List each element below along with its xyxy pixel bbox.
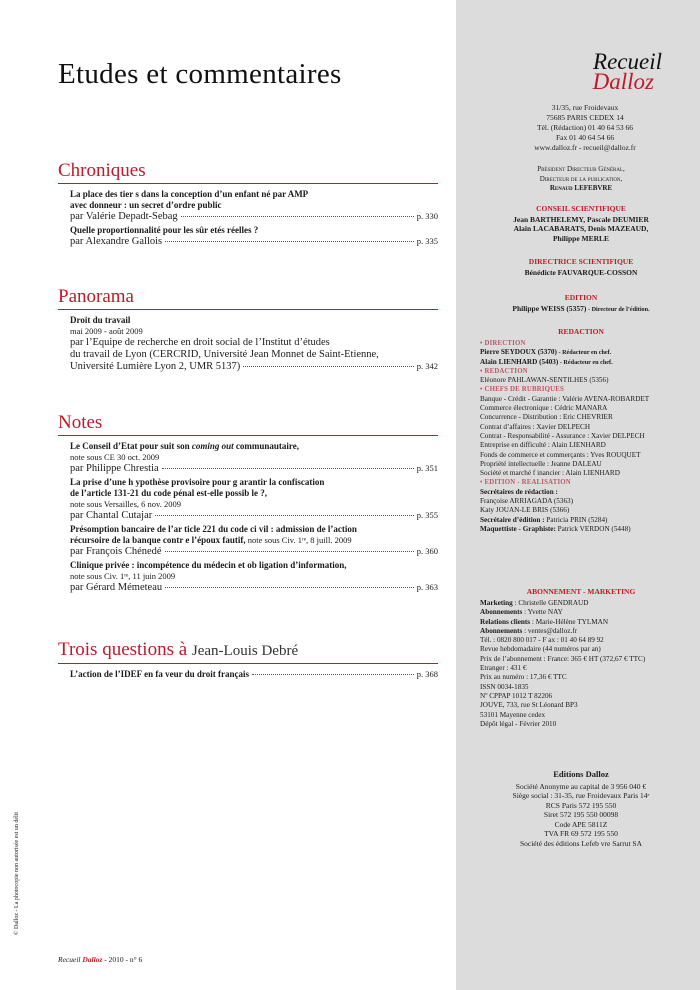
section-heading: Notes [58,412,438,436]
section-trois-questions [58,639,438,680]
president-block: Président Directeur Général, Directeur de la publication, Renaud LEFEBVRE [537,165,625,192]
entry-note: note sous CE 30 oct. 2009 [70,452,160,462]
edition-block: EDITION Philippe WEISS (5357) - Directeur de l’édition. [512,293,650,313]
entry-page: p. 351 [416,463,438,473]
conseil-scientifique: CONSEIL SCIENTIFIQUE Jean BARTHELEMY, Pascale DEUMIER Alain LACABARATS, Denis MAZEAUD, Philippe MERLE [513,204,649,243]
toc-entry[interactable] [58,669,438,680]
entry-note: note sous Versailles, 6 nov. 2009 [70,499,181,509]
leader-dots [252,674,414,675]
section-panorama [58,286,438,373]
entry-page: p. 330 [416,211,438,221]
leader-dots [155,515,414,516]
entry-page: p. 342 [416,361,438,371]
toc-entry[interactable] [58,225,438,248]
section-heading: Trois questions à Jean-Louis Debré [58,639,438,664]
entry-title-cont: récursoire de la banque contr e l’époux fautif, note sous Civ. 1ʳᵉ, 8 juill. 2009 [70,535,352,545]
leader-dots [243,366,413,367]
entry-author: par Philippe Chrestia [70,463,159,474]
entry-page: p. 360 [416,546,438,556]
recueil-dalloz-logo: Recueil Dalloz [592,49,662,94]
entry-note: note sous Civ. 1ʳᵉ, 11 juin 2009 [70,571,176,581]
entry-title: Présomption bancaire de l’ar ticle 221 du code ci vil : admission de l’action [70,524,357,534]
entry-author: par Valérie Depadt-Sebag [70,211,178,222]
page-title: Etudes et commentaires [58,58,342,90]
redaction-heading: REDACTION [558,327,604,336]
toc-entry[interactable] [58,189,438,223]
directrice-scientifique: DIRECTRICE SCIENTIFIQUE Bénédicte FAUVARQUE-COSSON [524,257,638,277]
entry-title: Quelle proportionnalité pour les sûr etés réelles ? [70,225,259,235]
entry-author: par Chantal Cutajar [70,510,153,521]
redaction-list: • DIRECTION Pierre SEYDOUX (5370) - Rédacteur en chef. Alain LIENHARD (5403) - Rédacteur en chef. • REDACTION Eléonore PAHLAWAN-SENTILHES (5356) • CHEFS DE RUBRIQUES Banque - Crédit - Garantie : Valérie AVENA-ROBARDET Commerce électronique : Cédric MANARA Concurrence - Distribution : Eric CHEVRIER Contrat d’affaires : Xavier DELPECH Contrat - Responsabilité - Assurance : Xavier DELPECH Entreprise en difficulté : Alain LIENHARD Fonds de commerce et commerçants : Yves ROUQUET Propriété intellectuelle : Jeanne DALEAU Société et marché f inancier : Alain LIENHARD • EDITION - REALISATION Secrétaires de rédaction : Françoise ARRIAGADA (5363) Katy JOUAN-LE BRIS (5366) Secrétaire d’édition : Patricia PRIN (5284) Maquettiste - Graphiste: Patrick VERDON (5448) [480,340,650,533]
abonnement-list: Marketing : Christelle GENDRAUD Abonnements : Yvette NAY Relations clients : Marie-Hélène TYLMAN Abonnements : ventes@dalloz.fr Tél. : 0820 800 017 - F ax : 01 40 64 89 92 Revue hebdomadaire (44 numéros par an) Prix de l’abonnement : France: 365 € HT (372,67 € TTC) Etranger : 431 € Prix au numéro : 17,36 € TTC ISSN 0034-1835 Nº CPPAP 1012 T 82206 JOUVE, 733, rue St Léonard BP3 53101 Mayenne cedex Dépôt légal - Février 2010 [480,599,646,728]
leader-dots [165,587,414,588]
entry-title: L’action de l’IDEF en fa veur du droit français [70,669,250,679]
entry-author: par l’Equipe de recherche en droit social de l’Institut d’études [70,337,330,348]
entry-title: Le Conseil d’Etat pour suit son coming out communautaire, [70,441,299,451]
toc-entry[interactable] [58,524,438,558]
entry-title: Clinique privée : incompétence du médecin et ob ligation d’information, [70,560,347,570]
entry-title: Droit du travail [70,315,131,325]
leader-dots [162,468,414,469]
publisher-address: 31/35, rue Froidevaux 75685 PARIS CEDEX 14 Tél. (Rédaction) 01 40 64 53 66 Fax 01 40 64 54 66 www.dalloz.fr - recueil@dalloz.fr [534,103,636,152]
entry-author: par Alexandre Gallois [70,236,163,247]
toc-entry[interactable] [58,560,438,594]
leader-dots [165,241,414,242]
section-chroniques [58,160,438,248]
entry-page: p. 368 [416,669,438,679]
entry-page: p. 363 [416,582,438,592]
entry-author-cont: du travail de Lyon (CERCRID, Université Jean Monnet de Saint-Etienne, [70,349,379,360]
toc-entry[interactable] [58,441,438,475]
entry-title: La place des tier s dans la conception d’un enfant né par AMP [70,189,309,199]
section-notes [58,412,438,594]
page-footer: Recueil Dalloz - 2010 - n° 6 [58,955,143,964]
copyright-note: © Dalloz - La photocopie non autorisée est un délit [14,811,20,935]
section-heading: Chroniques [58,160,438,184]
editions-dalloz-block: Editions Dalloz Société Anonyme au capital de 3 956 040 € Siège social : 31-35, rue Froidevaux Paris 14ᵉ RCS Paris 572 195 550 Siret 572 195 550 00098 Code APE 5811Z TVA FR 69 572 195 550 Société des éditions Lefeb vre Sarrut SA [512,769,650,848]
toc-entry[interactable] [58,477,438,522]
entry-title: La prise d’une h ypothèse provisoire pour g arantir la confiscation [70,477,325,487]
leader-dots [165,551,414,552]
entry-page: p. 335 [416,236,438,246]
entry-title-cont: avec donneur : un secret d’ordre public [70,200,222,210]
entry-author-cont: Université Lumière Lyon 2, UMR 5137) [70,361,241,372]
toc-entry[interactable] [58,315,438,373]
entry-title-cont: de l’article 131-21 du code pénal est-elle possib le ?, [70,488,267,498]
abonnement-heading: ABONNEMENT - MARKETING [526,587,636,596]
entry-author: par Gérard Mémeteau [70,582,163,593]
leader-dots [181,216,414,217]
section-heading: Panorama [58,286,438,310]
guest-name: Jean-Louis Debré [191,643,299,659]
entry-note: mai 2009 - août 2009 [70,326,143,336]
entry-page: p. 355 [416,510,438,520]
entry-author: par François Chénedé [70,546,162,557]
